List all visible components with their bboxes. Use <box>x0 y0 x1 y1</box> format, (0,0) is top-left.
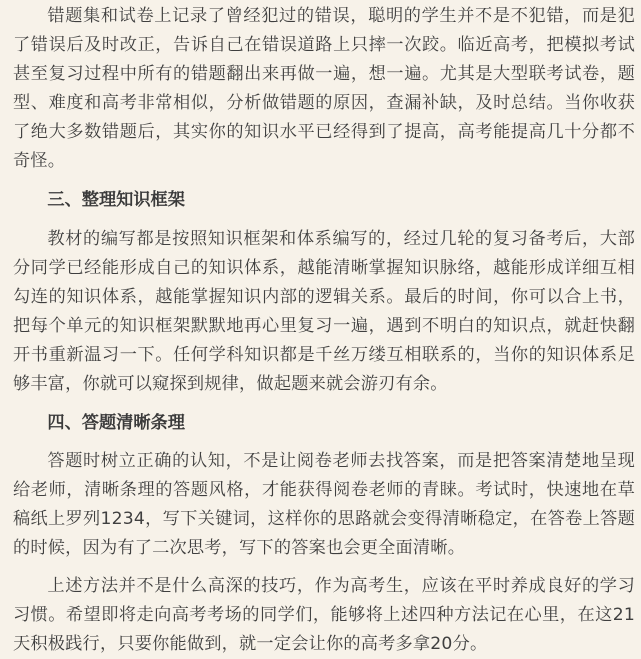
paragraph-wrong-questions: 错题集和试卷上记录了曾经犯过的错误，聪明的学生并不是不犯错，而是犯了错误后及时改正，告诉自己在错误道路上只摔一次跤。临近高考，把模拟考试甚至复习过程中所有的错题翻出来再做一遍，想一遍。尤其是大型联考试卷，题型、难度和高考非常相似，分析做错题的原因，查漏补缺，及时总结。当你收获了绝大多数错题后，其实你的知识水平已经得到了提高，高考能提高几十分都不奇怪。 <box>13 6 635 171</box>
section-heading-knowledge-framework: 三、整理知识框架 <box>47 190 185 210</box>
paragraph-conclusion: 上述方法并不是什么高深的技巧，作为高考生，应该在平时养成良好的学习习惯。希望即将走向高考考场的同学们，能够将上述四种方法记在心里，在这21天积极践行，只要你能做到，就一定会让你的高考多拿20分。 <box>13 576 635 654</box>
paragraph-clear-answers: 答题时树立正确的认知，不是让阅卷老师去找答案，而是把答案清楚地呈现给老师，清晰条理的答题风格，才能获得阅卷老师的青睐。考试时，快速地在草稿纸上罗列1234，写下关键词，这样你的思路就会变得清晰稳定，在答卷上答题的时候，因为有了二次思考，写下的答案也会更全面清晰。 <box>13 451 635 558</box>
paragraph-knowledge-framework: 教材的编写都是按照知识框架和体系编写的，经过几轮的复习备考后，大部分同学已经能形成自己的知识体系，越能清晰掌握知识脉络，越能形成详细互相勾连的知识体系，越能掌握知识内部的逻辑关系。最后的时间，你可以合上书，把每个单元的知识框架默默地再心里复习一遍，遇到不明白的知识点，就赶快翻开书重新温习一下。任何学科知识都是千丝万缕互相联系的，当你的知识体系足够丰富，你就可以窥探到规律，做起题来就会游刃有余。 <box>13 229 635 394</box>
section-heading-clear-answers: 四、答题清晰条理 <box>47 413 185 433</box>
